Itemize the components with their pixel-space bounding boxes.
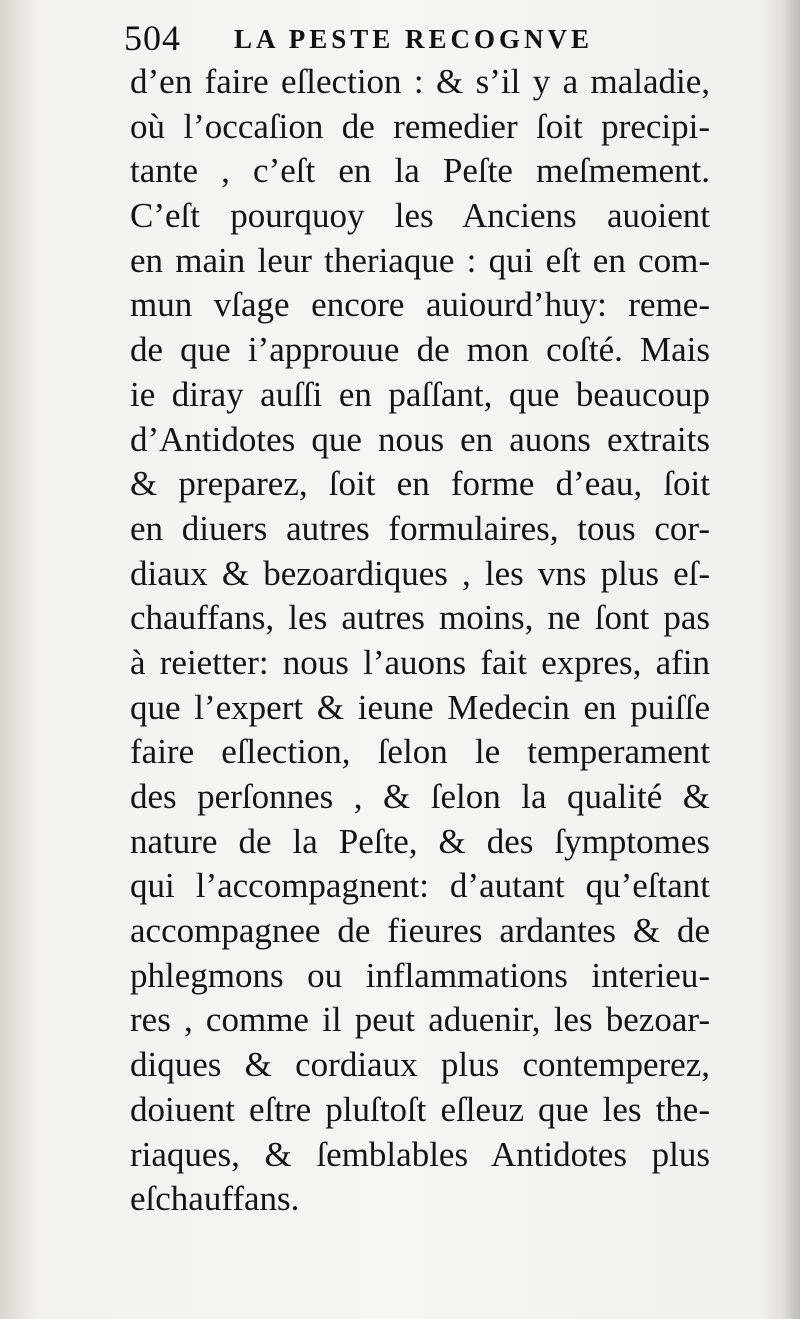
text-line: C’eſt pourquoy les Anciens auoient [130, 196, 710, 236]
text-line: de que i’approuue de mon coſté. Mais [130, 330, 710, 370]
text-line: en main leur theriaque : qui eſt en com- [130, 240, 710, 280]
page-edge-shadow [782, 0, 800, 1319]
text-line: des perſonnes , & ſelon la qualité & [130, 777, 710, 816]
text-line: res , comme il peut aduenir, les bezoar- [130, 1000, 710, 1040]
text-line: diques & cordiaux plus contemperez, [130, 1045, 710, 1085]
text-line: à reietter: nous l’auons fait expres, afin [130, 642, 710, 682]
text-line: en diuers autres formulaires, tous cor- [130, 508, 710, 548]
text-line: mun vſage encore auiourd’huy: reme- [130, 285, 710, 325]
text-line: & preparez, ſoit en forme d’eau, ſoit [130, 464, 710, 504]
text-line: que l’expert & ieune Medecin en puiſſe [130, 687, 710, 727]
body-text [130, 60, 710, 1222]
text-line: d’Antidotes que nous en auons extraits [130, 419, 710, 459]
text-line: nature de la Peſte, & des ſymptomes [130, 821, 710, 861]
text-line: faire eſlection, ſelon le temperament [130, 732, 710, 772]
text-line: d’en faire eſlection : & s’il y a maladie, [130, 62, 710, 101]
running-head [124, 18, 704, 58]
text-line: doiuent eſtre pluſtoſt eſleuz que les the- [130, 1089, 710, 1129]
text-line: chauffans, les autres moins, ne ſont pas [130, 598, 710, 638]
text-line: tante , c’eſt en la Peſte meſmement. [130, 151, 710, 191]
text-line: ie diray auſſi en paſſant, que beaucoup [130, 374, 710, 414]
page-number: 504 [124, 18, 181, 58]
text-line: où l’occaſion de remedier ſoit precipi- [130, 106, 710, 146]
running-title: LA PESTE RECOGNVE [234, 24, 594, 54]
text-line: qui l’accompagnent: d’autant qu’eſtant [130, 866, 710, 906]
text-line: diaux & bezoardiques , les vns plus eſ- [130, 553, 710, 593]
text-line: phlegmons ou inflammations interieu- [130, 955, 710, 995]
text-line: eſchauffans. [130, 1179, 300, 1219]
text-line: accompagnee de fieures ardantes & de [130, 911, 710, 951]
text-line: riaques, & ſemblables Antidotes plus [130, 1134, 710, 1174]
